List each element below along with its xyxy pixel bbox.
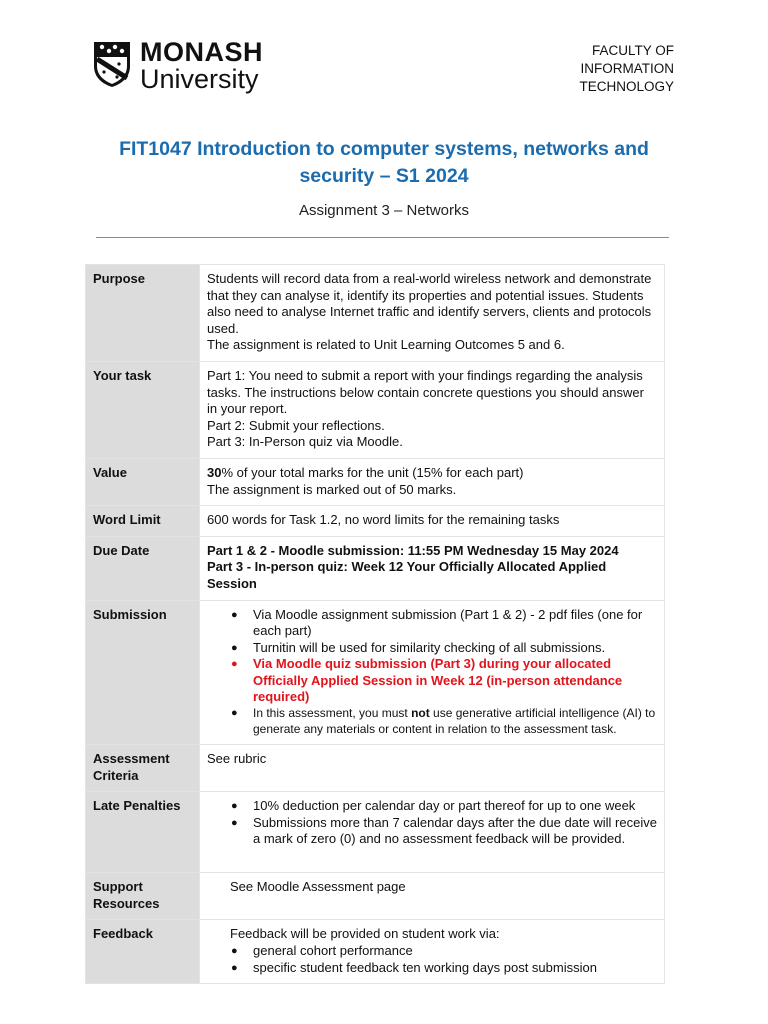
your-task-line-2: Part 2: Submit your reflections.: [207, 417, 385, 433]
row-value: [86, 458, 665, 505]
late-penalties-item: ● 10% deduction per calendar day or part thereof for up to one week: [231, 798, 657, 815]
row-word-limit: [86, 506, 665, 537]
feedback-value: [200, 920, 665, 984]
assessment-criteria-value: See rubric: [200, 745, 665, 792]
title-line-2: security – S1 2024: [299, 165, 469, 187]
due-date-line-1: Part 1 & 2 - Moodle submission: 11:55 PM Wednesday 15 May 2024: [207, 542, 619, 558]
value-line-1-rest: % of your total marks for the unit (15% for each part): [221, 464, 524, 480]
row-due-date: [86, 536, 665, 600]
row-support-resources: [86, 873, 665, 920]
submission-item: ● Turnitin will be used for similarity checking of all submissions.: [231, 640, 657, 657]
logo-text-monash: MONASH: [140, 37, 263, 67]
faculty-name: [579, 42, 674, 96]
assignment-info-table: [85, 264, 665, 984]
submission-item-ai-policy: [231, 706, 657, 737]
value-percent: 30: [207, 464, 222, 480]
word-limit-label: Word Limit: [86, 506, 200, 537]
your-task-label: Your task: [86, 361, 200, 458]
row-feedback: [86, 920, 665, 984]
logo-text-university: University: [140, 64, 259, 94]
submission-item-quiz: ● Via Moodle quiz submission (Part 3) during your allocated Officially Applied Session in Week 12 (in-person attendance required): [231, 656, 657, 706]
monash-crest-icon: [92, 40, 132, 88]
value-line-1: [207, 465, 657, 482]
purpose-label: Purpose: [86, 265, 200, 362]
feedback-intro: Feedback will be provided on student work via:: [230, 926, 500, 942]
row-late-penalties: [86, 792, 665, 873]
value-value: [200, 458, 665, 505]
logo-wordmark: [140, 39, 263, 92]
purpose-value: [200, 265, 665, 362]
word-limit-value: 600 words for Task 1.2, no word limits for the remaining tasks: [200, 506, 665, 537]
due-date-line-2: Part 3 - In-person quiz: Week 12 Your Officially Allocated Applied Session: [207, 559, 607, 591]
faculty-line-1: FACULTY OF: [591, 43, 674, 58]
due-date-label: Due Date: [86, 536, 200, 600]
title-line-1: FIT1047 Introduction to computer systems, networks and: [119, 138, 649, 160]
row-submission: [86, 600, 665, 745]
ai-policy-pre: In this assessment, you must: [253, 706, 412, 721]
submission-value: [200, 600, 665, 745]
faculty-line-2: INFORMATION: [580, 61, 674, 76]
faculty-line-3: TECHNOLOGY: [579, 79, 674, 94]
your-task-value: [200, 361, 665, 458]
feedback-list: [207, 943, 657, 976]
assessment-criteria-label: Assessment Criteria: [86, 745, 200, 792]
late-penalties-label: Late Penalties: [86, 792, 200, 873]
feedback-item: ● specific student feedback ten working days post submission: [231, 960, 657, 977]
submission-list: [207, 607, 657, 738]
due-date-value: [200, 536, 665, 600]
document-title: [96, 136, 672, 190]
submission-label: Submission: [86, 600, 200, 745]
row-purpose: [86, 265, 665, 362]
submission-item: ● Via Moodle assignment submission (Part 1 & 2) - 2 pdf files (one for each part): [231, 607, 657, 640]
row-your-task: [86, 361, 665, 458]
late-penalties-value: [200, 792, 665, 873]
late-penalties-list: [207, 798, 657, 848]
feedback-item: ● general cohort performance: [231, 943, 657, 960]
row-assessment-criteria: [86, 745, 665, 792]
purpose-line-2: The assignment is related to Unit Learning Outcomes 5 and 6.: [207, 337, 565, 353]
purpose-line-1: Students will record data from a real-world wireless network and demonstrate that they can analyse it, identify its properties and potential issues. Students also need to analyse Internet traffic and identify servers, clients and protocols used.: [207, 271, 652, 336]
value-line-2: The assignment is marked out of 50 marks.: [207, 481, 457, 497]
feedback-label: Feedback: [86, 920, 200, 984]
late-penalties-item: ● Submissions more than 7 calendar days after the due date will receive a mark of zero (0) and no assessment feedback will be provided.: [231, 815, 657, 848]
value-label: Value: [86, 458, 200, 505]
support-resources-value: See Moodle Assessment page: [200, 873, 665, 920]
ai-policy-not: not: [411, 706, 430, 721]
document-subtitle: Assignment 3 – Networks: [298, 202, 470, 219]
support-resources-label: Support Resources: [86, 873, 200, 920]
ai-policy-post: use generative artificial intelligence (AI) to generate any materials or content in relation to the assessment task.: [253, 706, 656, 736]
header-divider: [96, 237, 669, 238]
your-task-line-1: Part 1: You need to submit a report with your findings regarding the analysis tasks. The instructions below contain concrete questions you should answer in your report.: [207, 367, 644, 417]
your-task-line-3: Part 3: In-Person quiz via Moodle.: [207, 434, 403, 450]
